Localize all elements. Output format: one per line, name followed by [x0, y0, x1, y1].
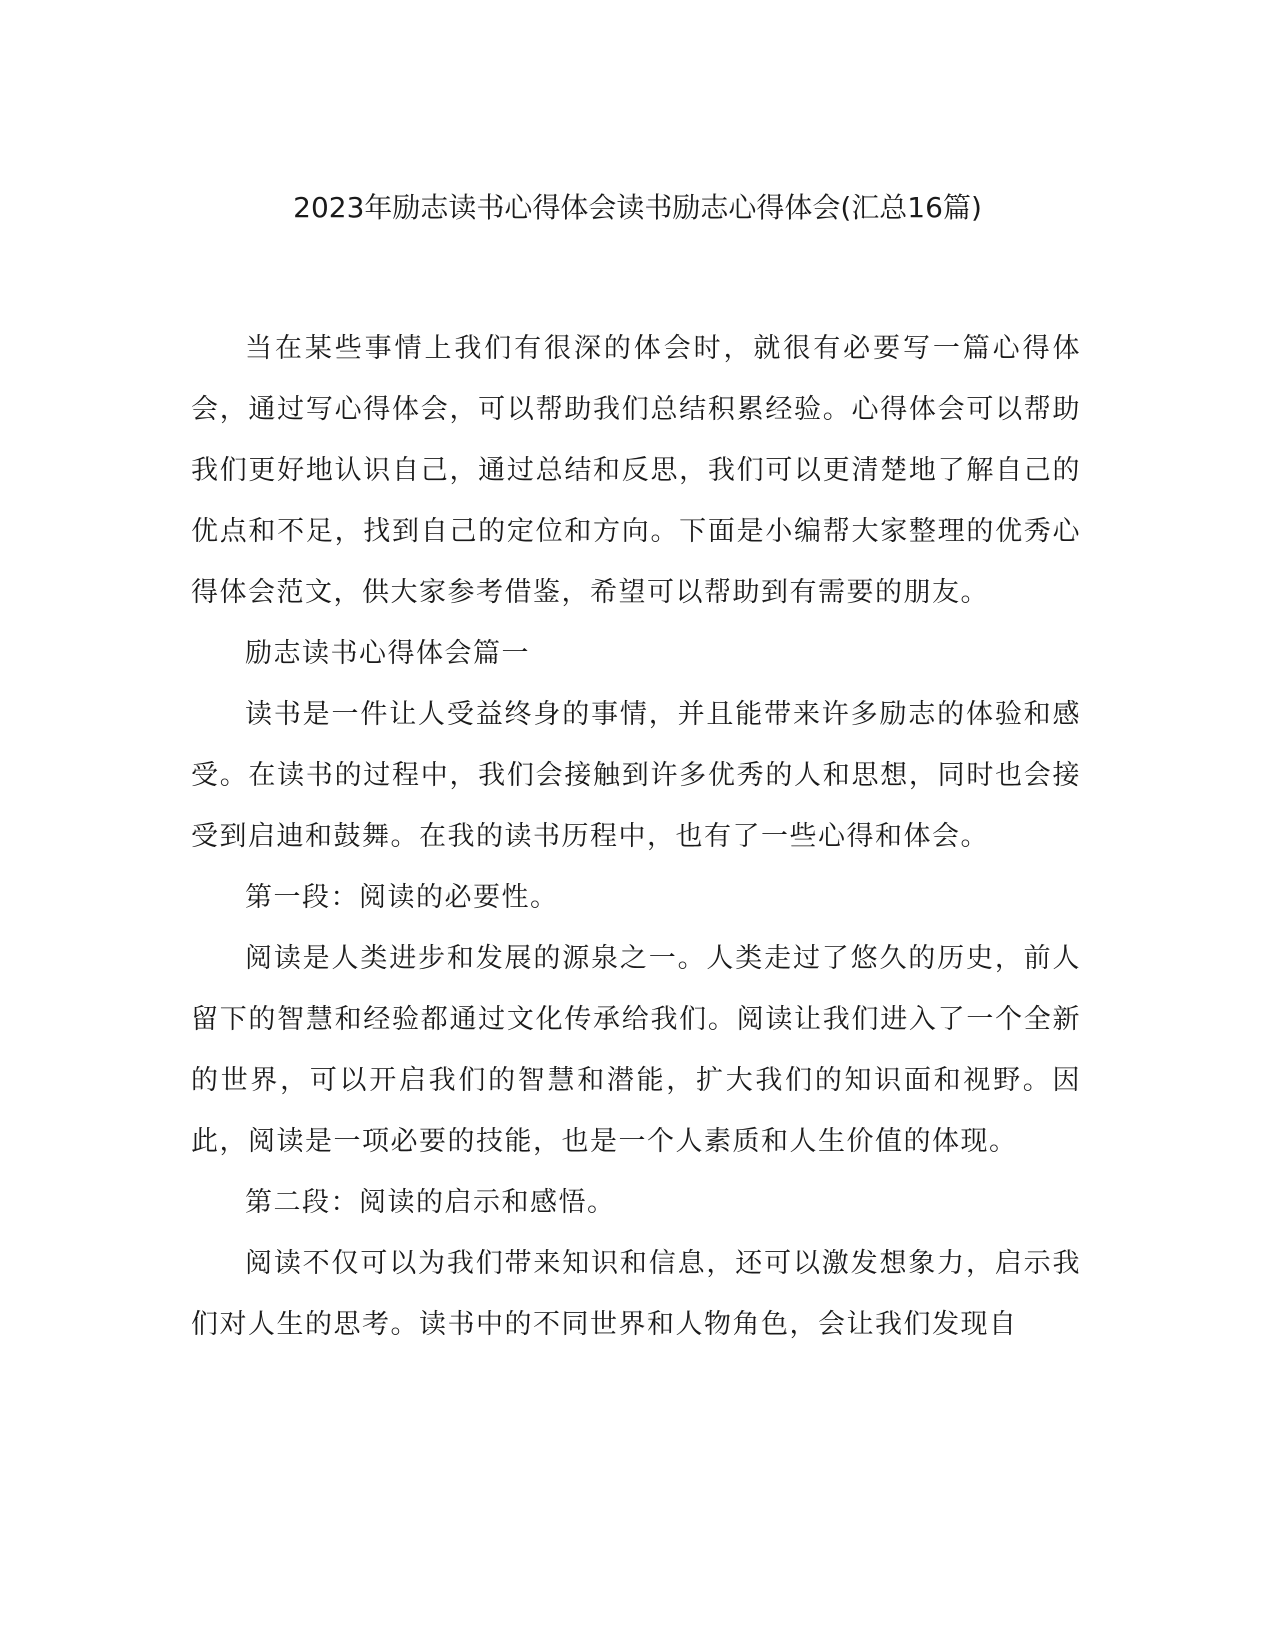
subsection-heading-2: 第二段：阅读的启示和感悟。 — [245, 1187, 616, 1218]
document-title: 2023年励志读书心得体会读书励志心得体会(汇总16篇) — [293, 191, 982, 224]
subsection-heading-1: 第一段：阅读的必要性。 — [245, 882, 559, 913]
document-body — [191, 318, 1081, 1355]
section-heading-part-one: 励志读书心得体会篇一 — [245, 638, 530, 669]
paragraph: 阅读是人类进步和发展的源泉之一。人类走过了悠久的历史，前人留下的智慧和经验都通过文化传承给我们。阅读让我们进入了一个全新的世界，可以开启我们的智慧和潜能，扩大我们的知识面和视野。因此，阅读是一项必要的技能，也是一个人素质和人生价值的体现。 — [191, 943, 1081, 1157]
intro-paragraph: 当在某些事情上我们有很深的体会时，就很有必要写一篇心得体会，通过写心得体会，可以帮助我们总结积累经验。心得体会可以帮助我们更好地认识自己，通过总结和反思，我们可以更清楚地了解自己的优点和不足，找到自己的定位和方向。下面是小编帮大家整理的优秀心得体会范文，供大家参考借鉴，希望可以帮助到有需要的朋友。 — [191, 333, 1081, 608]
paragraph: 读书是一件让人受益终身的事情，并且能带来许多励志的体验和感受。在读书的过程中，我们会接触到许多优秀的人和思想，同时也会接受到启迪和鼓舞。在我的读书历程中，也有了一些心得和体会。 — [191, 699, 1081, 852]
paragraph: 阅读不仅可以为我们带来知识和信息，还可以激发想象力，启示我们对人生的思考。读书中的不同世界和人物角色，会让我们发现自 — [191, 1248, 1081, 1340]
